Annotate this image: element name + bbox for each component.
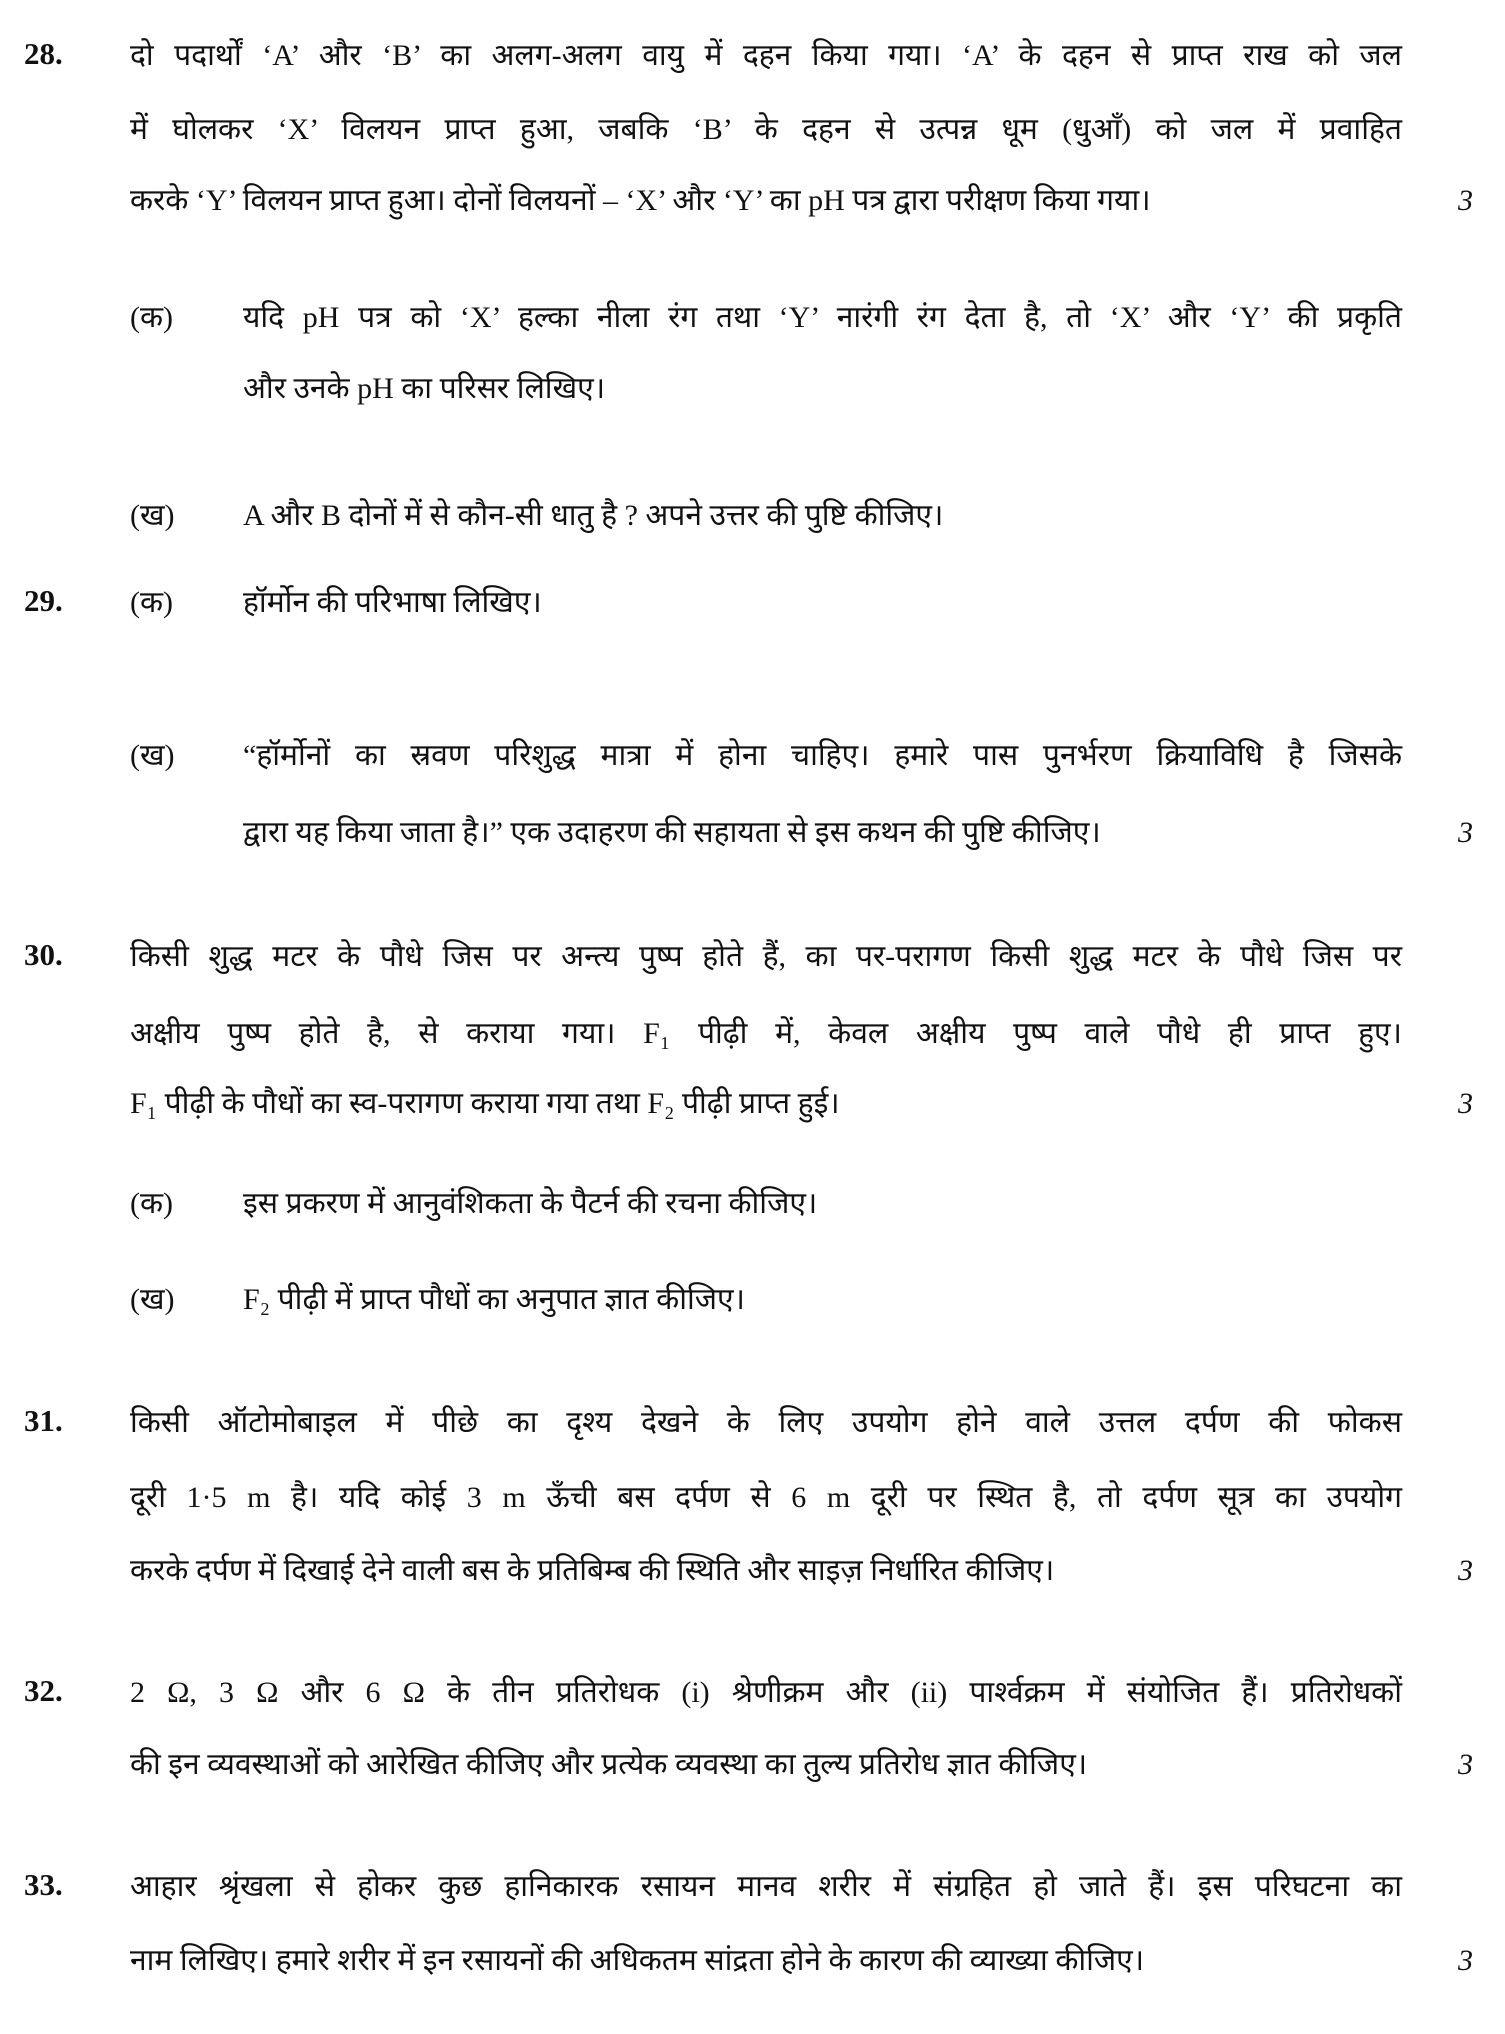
question-number: 28. (24, 36, 63, 71)
part-text-line: यदि pH पत्र को ‘X’ हल्का नीला रंग तथा ‘Y’ नारंगी रंग देता है, तो ‘X’ और ‘Y’ की प्रकृति (243, 301, 1402, 334)
question-number: 31. (24, 1403, 63, 1438)
marks: 3 (1458, 1748, 1473, 1781)
question-text-line: करके दर्पण में दिखाई देने वाली बस के प्रतिबिम्ब की स्थिति और साइज़ निर्धारित कीजिए। (130, 1554, 1055, 1587)
question-text-line: में घोलकर ‘X’ विलयन प्राप्त हुआ, जबकि ‘B’ के दहन से उत्पन्न धूम (धुआँ) को जल में प्रवाहित (130, 113, 1402, 146)
part-text-line: F₂ पीढ़ी में प्राप्त पौधों का अनुपात ज्ञात कीजिए। (243, 1283, 745, 1316)
part-text-line: A और B दोनों में से कौन-सी धातु है ? अपने उत्तर की पुष्टि कीजिए। (243, 499, 944, 532)
part-label: (ख) (130, 739, 175, 772)
part-label: (क) (130, 1187, 174, 1220)
question-text-line: दो पदार्थों ‘A’ और ‘B’ का अलग-अलग वायु में दहन किया गया। ‘A’ के दहन से प्राप्त राख को जल (130, 39, 1402, 72)
part-text-line: और उनके pH का परिसर लिखिए। (243, 372, 606, 405)
question-text-line: 2 Ω, 3 Ω और 6 Ω के तीन प्रतिरोधक (i) श्रेणीक्रम और (ii) पार्श्वक्रम में संयोजित हैं। प्रतिरोधकों (130, 1676, 1402, 1709)
marks: 3 (1458, 184, 1473, 217)
part-label: (ख) (130, 1283, 175, 1316)
question-number: 30. (24, 937, 63, 972)
question-text-line: अक्षीय पुष्प होते है, से कराया गया। F₁ पीढ़ी में, केवल अक्षीय पुष्प वाले पौधे ही प्राप्त हुए। (130, 1017, 1402, 1050)
part-label: (क) (130, 586, 174, 619)
part-label: (क) (130, 301, 174, 334)
marks: 3 (1458, 1554, 1473, 1587)
part-text-line: “हॉर्मोनों का स्रवण परिशुद्ध मात्रा में होना चाहिए। हमारे पास पुनर्भरण क्रियाविधि है जिसके (243, 739, 1402, 772)
question-number: 32. (24, 1673, 63, 1708)
question-number: 29. (24, 583, 63, 618)
marks: 3 (1458, 1087, 1473, 1120)
question-text-line: किसी ऑटोमोबाइल में पीछे का दृश्य देखने के लिए उपयोग होने वाले उत्तल दर्पण की फोकस (130, 1406, 1402, 1439)
question-text-line: की इन व्यवस्थाओं को आरेखित कीजिए और प्रत्येक व्यवस्था का तुल्य प्रतिरोध ज्ञात कीजिए। (130, 1748, 1088, 1781)
part-text-line: इस प्रकरण में आनुवंशिकता के पैटर्न की रचना कीजिए। (243, 1187, 818, 1220)
part-text-line: द्वारा यह किया जाता है।” एक उदाहरण की सहायता से इस कथन की पुष्टि कीजिए। (243, 816, 1101, 849)
question-number: 33. (24, 1867, 63, 1902)
question-text-line: F₁ पीढ़ी के पौधों का स्व-परागण कराया गया तथा F₂ पीढ़ी प्राप्त हुई। (130, 1087, 840, 1120)
question-text-line: नाम लिखिए। हमारे शरीर में इन रसायनों की अधिकतम सांद्रता होने के कारण की व्याख्या कीजिए। (130, 1944, 1145, 1977)
marks: 3 (1458, 1944, 1473, 1977)
question-text-line: आहार श्रृंखला से होकर कुछ हानिकारक रसायन मानव शरीर में संग्रहित हो जाते हैं। इस परिघटना का (130, 1870, 1402, 1903)
question-text-line: किसी शुद्ध मटर के पौधे जिस पर अन्त्य पुष्प होते हैं, का पर-परागण किसी शुद्ध मटर के पौधे जिस पर (130, 940, 1402, 973)
question-text-line: दूरी 1·5 m है। यदि कोई 3 m ऊँची बस दर्पण से 6 m दूरी पर स्थित है, तो दर्पण सूत्र का उपयोग (130, 1481, 1402, 1514)
marks: 3 (1458, 816, 1473, 849)
question-text-line: करके ‘Y’ विलयन प्राप्त हुआ। दोनों विलयनों – ‘X’ और ‘Y’ का pH पत्र द्वारा परीक्षण किया गया। (130, 184, 1151, 217)
part-text-line: हॉर्मोन की परिभाषा लिखिए। (243, 586, 542, 619)
part-label: (ख) (130, 499, 175, 532)
